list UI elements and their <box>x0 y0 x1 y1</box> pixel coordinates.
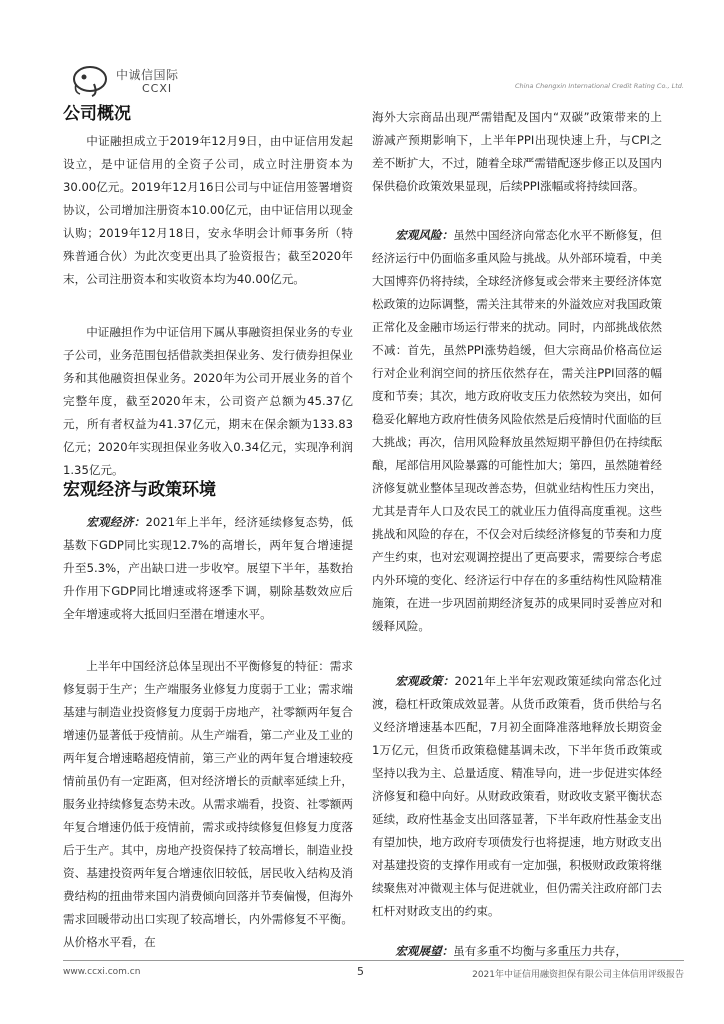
logo-english-name: CCXI <box>142 82 173 95</box>
page-footer <box>63 960 684 991</box>
macro-outlook-text: 虽有多重不均衡与多重压力共存， <box>453 944 628 958</box>
company-paragraph-2: 中证融担作为中证信用下属从事融资担保业务的专业子公司，业务范围包括借款类担保业务、发行债券担保业务和其他融资担保业务。2020年为公司开展业务的首个完整年度，截至2020年末，公司资产总额为45.37亿元，所有者权益为41.37亿元，期末在保余额为133.83亿元；2020年实现担保业务收入0.34亿元，实现净利润1.35亿元。 <box>63 325 353 477</box>
page-header <box>60 62 684 104</box>
section-heading-company: 公司概况 <box>63 104 131 124</box>
macro-outlook-lead: 宏观展望： <box>395 944 454 958</box>
macro-policy-lead: 宏观政策： <box>395 674 455 688</box>
section-heading-macro: 宏观经济与政策环境 <box>63 480 216 500</box>
price-level-paragraph: 海外大宗商品出现严需错配及国内“双碳”政策带来的上游减产预期影响下，上半年PPI出现快速上升，与CPI之差不断扩大，不过，随着全球严需错配逐步修正以及国内保供稳价政策效果显现，后续PPI涨幅或将持续回落。 <box>372 110 662 193</box>
page-number: 5 <box>357 965 364 978</box>
macro-risk-paragraph <box>372 224 662 638</box>
macro-policy-paragraph <box>372 670 662 923</box>
header-company-name: China Chengxin International Credit Rating Co., Ltd. <box>514 82 684 90</box>
company-paragraph-1: 中证融担成立于2019年12月9日，由中证信用发起设立，是中证信用的全资子公司，成立时注册资本为30.00亿元。2019年12月16日公司与中证信用签署增资协议，公司增加注册资本10.00亿元，由中证信用以现金认购；2019年12月18日，安永华明会计师事务所（特殊普通合伙）为此次变更出具了验资报告；截至2020年末，公司注册资本和实收资本均为40.00亿元。 <box>63 134 353 286</box>
macro-imbalance-paragraph: 上半年中国经济总体呈现出不平衡修复的特征：需求修复弱于生产；生产端服务业修复力度弱于工业；需求端基建与制造业投资修复力度弱于房地产，社零额两年复合增速仍显著低于疫情前。从生产端看，第二产业及工业的两年复合增速略超疫情前，第三产业的两年复合增速较疫情前虽仍有一定距离，但对经济增长的贡献率延续上升，服务业持续修复态势未改。从需求端看，投资、社零额两年复合增速仍低于疫情前，需求或持续修复但修复力度落后于生产。其中，房地产投资保持了较高增长，制造业投资、基建投资两年复合增速依旧较低，居民收入结构及消费结构的扭曲带来国内消费倾向回落并节奏偏慢，但海外需求回暖带动出口实现了较高增长，内外需修复不平衡。从价格水平看，在 <box>63 659 353 949</box>
footer-website: www.ccxi.com.cn <box>63 967 141 977</box>
macro-risk-lead: 宏观风险： <box>395 228 454 242</box>
elephant-logo-icon <box>70 64 110 98</box>
ccxi-logo <box>70 62 220 102</box>
macro-economy-text: 2021年上半年，经济延续修复态势，低基数下GDP同比实现12.7%的高增长，两年复合增速提升至5.3%，产出缺口进一步收窄。展望下半年，基数抬升作用下GDP同比增速或将逐季下调，剔除基数效应后全年增速或将大抵回归至潜在增速水平。 <box>63 515 353 621</box>
footer-report-title: 2021年中证信用融资担保有限公司主体信用评级报告 <box>472 970 684 980</box>
logo-chinese-name: 中诚信国际 <box>116 68 179 82</box>
macro-economy-paragraph <box>63 511 353 626</box>
macro-economy-lead: 宏观经济： <box>86 515 146 529</box>
macro-risk-text: 虽然中国经济向常态化水平不断修复，但经济运行中仍面临多重风险与挑战。从外部环境看，中美大国博弈仍将持续，全球经济修复或会带来主要经济体宽松政策的边际调整，需关注其带来的外溢效应对我国政策正常化及金融市场运行带来的扰动。同时，内部挑战依然不减：首先，虽然PPI涨势趋缓，但大宗商品价格高位运行对企业利润空间的挤压依然存在，需关注PPI回落的幅度和节奏；其次，地方政府收支压力依然较为突出，如何稳妥化解地方政府性债务风险依然是后疫情时代面临的巨大挑战；再次，信用风险释放虽然短期平静但仍在持续酝酿，尾部信用风险暴露的可能性加大；第四，虽然随着经济修复就业整体呈现改善态势，但就业结构性压力突出，尤其是青年人口及农民工的就业压力值得高度重视。这些挑战和风险的存在，不仅会对后续经济修复的节奏和力度产生约束，也对宏观调控提出了更高要求，需要综合考虑内外环境的变化、经济运行中存在的多重结构性风险精准施策，在进一步巩固前期经济复苏的成果同时妥善应对和缓释风险。 <box>372 228 662 633</box>
macro-policy-text: 2021年上半年宏观政策延续向常态化过渡，稳杠杆政策成效显著。从货币政策看，货币供给与名义经济增速基本匹配，7月初全面降准落地释放长期资金1万亿元，但货币政策稳健基调未改，下半年货币政策或坚持以我为主、总量适度、精准导向，进一步促进实体经济修复和稳中向好。从财政政策看，财政收支紧平衡状态延续，政府性基金支出回落显著，下半年政府性基金支出有望加快，地方政府专项债发行也将提速，地方财政支出对基建投资的支撑作用或有一定加强，积极财政政策将继续聚焦对冲微观主体与促进就业，但仍需关注政府部门去杠杆对财政支出的约束。 <box>372 674 662 918</box>
